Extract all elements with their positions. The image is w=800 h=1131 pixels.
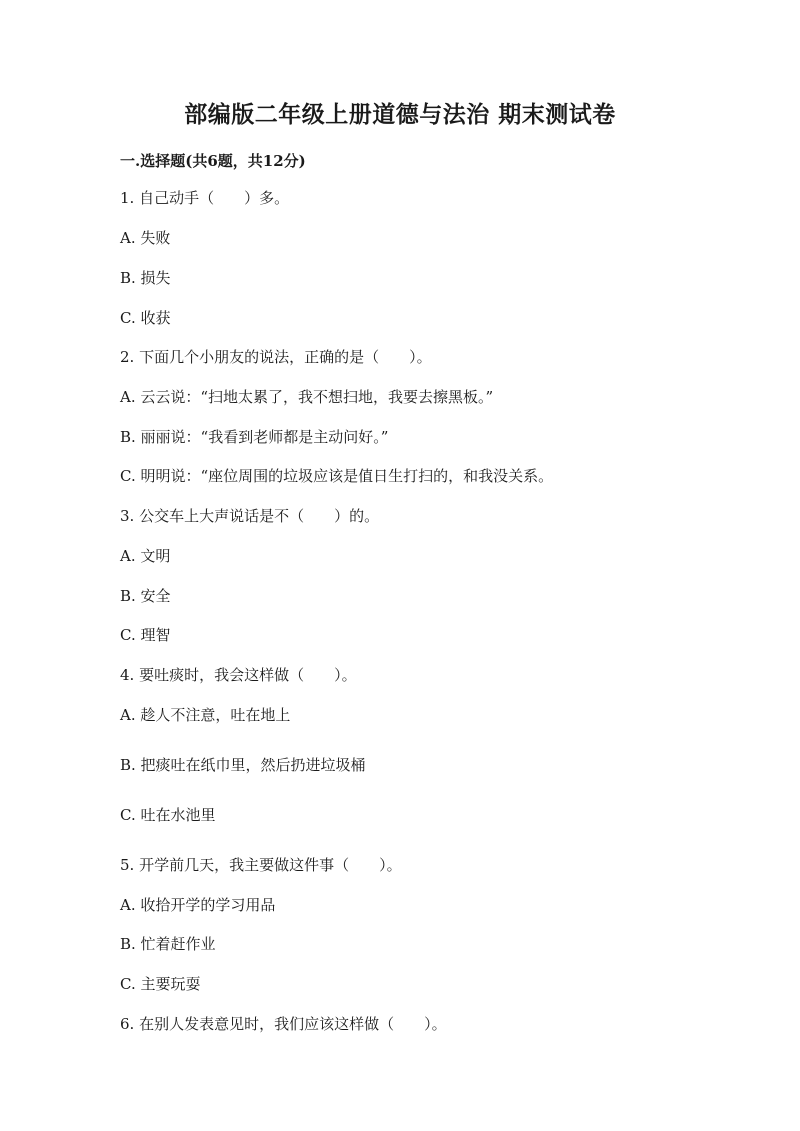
section-heading: 一.选择题(共6题，共12分) — [120, 152, 306, 170]
page-title: 部编版二年级上册道德与法治 期末测试卷 — [184, 101, 616, 128]
question-1-option-a: A. 失败 — [120, 229, 171, 247]
question-1-option-b: B. 损失 — [120, 269, 171, 287]
question-4-stem: 4. 要吐痰时，我会这样做（ ）。 — [120, 666, 357, 684]
question-2-option-c: C. 明明说：“座位周围的垃圾应该是值日生打扫的，和我没关系。 — [120, 467, 554, 485]
question-1-option-c: C. 收获 — [120, 309, 171, 327]
question-5-stem: 5. 开学前几天，我主要做这件事（ ）。 — [120, 856, 402, 874]
question-6-stem: 6. 在别人发表意见时，我们应该这样做（ ）。 — [120, 1015, 447, 1033]
question-4-option-a: A. 趁人不注意，吐在地上 — [120, 706, 291, 724]
question-2-option-a: A. 云云说：“扫地太累了，我不想扫地，我要去擦黑板。” — [120, 388, 494, 406]
question-1-stem: 1. 自己动手（ ）多。 — [120, 189, 290, 207]
question-2-stem: 2. 下面几个小朋友的说法，正确的是（ ）。 — [120, 348, 432, 366]
question-3-option-c: C. 理智 — [120, 626, 171, 644]
question-5-option-c: C. 主要玩耍 — [120, 975, 201, 993]
question-5-option-a: A. 收拾开学的学习用品 — [120, 896, 276, 914]
question-5-option-b: B. 忙着赶作业 — [120, 935, 216, 953]
question-3-option-a: A. 文明 — [120, 547, 171, 565]
question-3-option-b: B. 安全 — [120, 587, 171, 605]
question-2-option-b: B. 丽丽说：“我看到老师都是主动问好。” — [120, 428, 389, 446]
question-4-option-c: C. 吐在水池里 — [120, 806, 216, 824]
question-3-stem: 3. 公交车上大声说话是不（ ）的。 — [120, 507, 380, 525]
question-4-option-b: B. 把痰吐在纸巾里，然后扔进垃圾桶 — [120, 756, 366, 774]
